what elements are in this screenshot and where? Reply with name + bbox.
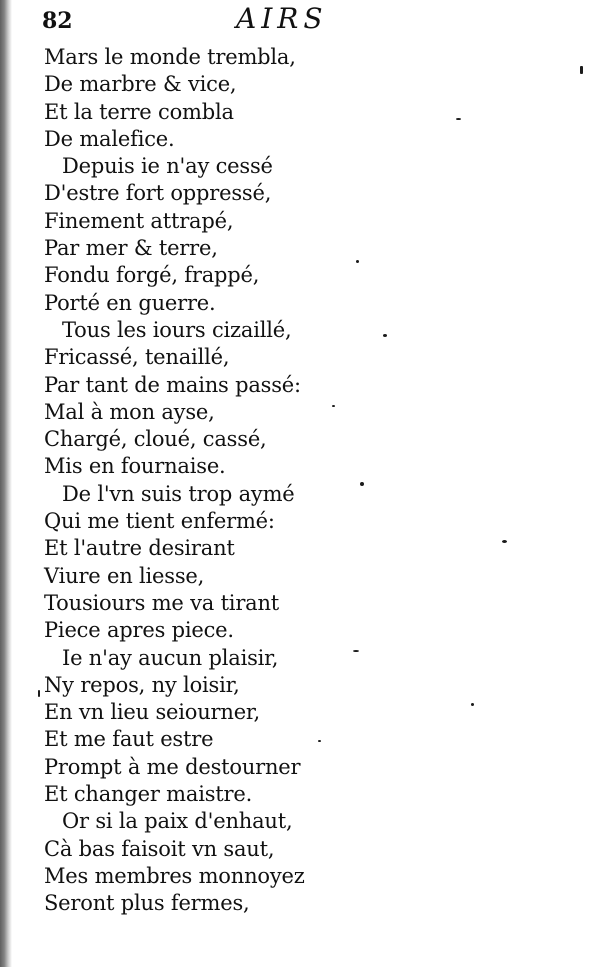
ink-speck [332, 405, 335, 407]
poem-line: Chargé, cloué, cassé, [44, 427, 267, 452]
poem-line: Or si la paix d'enhaut, [62, 809, 293, 834]
page-binding-edge [0, 0, 12, 967]
poem-line: Tousiours me va tirant [44, 590, 280, 615]
poem-line: De malefice. [44, 126, 175, 151]
poem-line: Prompt à me destourner [44, 754, 301, 779]
poem-text [44, 44, 564, 918]
page-number: 82 [42, 8, 73, 34]
poem-line: Mars le monde trembla, [44, 45, 296, 69]
poem-line: De l'vn suis trop aymé [62, 481, 295, 506]
poem-line: Tous les iours cizaillé, [62, 317, 292, 342]
poem-line: Porté en guerre. [44, 290, 216, 315]
ink-speck [356, 260, 359, 263]
ink-speck [38, 690, 40, 697]
poem-line: Mes membres monnoyez [44, 863, 305, 888]
poem-line: Qui me tient enfermé: [44, 509, 275, 534]
ink-speck [502, 540, 507, 543]
ink-speck [456, 118, 461, 120]
poem-line: Seront plus fermes, [44, 891, 250, 916]
ink-speck [318, 740, 321, 742]
poem-line: De marbre & vice, [44, 72, 237, 97]
poem-line: Ny repos, ny loisir, [44, 672, 240, 697]
ink-speck [471, 703, 474, 706]
ink-speck [360, 482, 364, 486]
poem-line: Viure en liesse, [44, 563, 205, 588]
poem-line: Fondu forgé, frappé, [44, 263, 260, 288]
poem-line: Et me faut estre [44, 727, 214, 752]
poem-line: En vn lieu seiourner, [44, 700, 260, 725]
poem-line: Par mer & terre, [44, 236, 218, 261]
poem-line: Et changer maistre. [44, 782, 253, 807]
running-head: AIRS [236, 2, 328, 35]
ink-speck [580, 66, 583, 74]
ink-speck [383, 334, 387, 337]
ink-speck [353, 650, 359, 652]
poem-line: Piece apres piece. [44, 618, 234, 643]
poem-line: Et la terre combla [44, 99, 234, 124]
poem-line: Par tant de mains passé: [44, 372, 301, 397]
poem-line: Cà bas faisoit vn saut, [44, 836, 275, 861]
poem-line: Ie n'ay aucun plaisir, [62, 645, 279, 670]
poem-line: D'estre fort oppressé, [44, 181, 272, 206]
poem-line: Fricassé, tenaillé, [44, 345, 230, 370]
poem-line: Depuis ie n'ay cessé [62, 154, 273, 179]
poem-line: Mal à mon ayse, [44, 399, 215, 424]
poem-line: Mis en fournaise. [44, 454, 226, 479]
poem-line: Finement attrapé, [44, 208, 234, 233]
poem-line: Et l'autre desirant [44, 536, 235, 561]
